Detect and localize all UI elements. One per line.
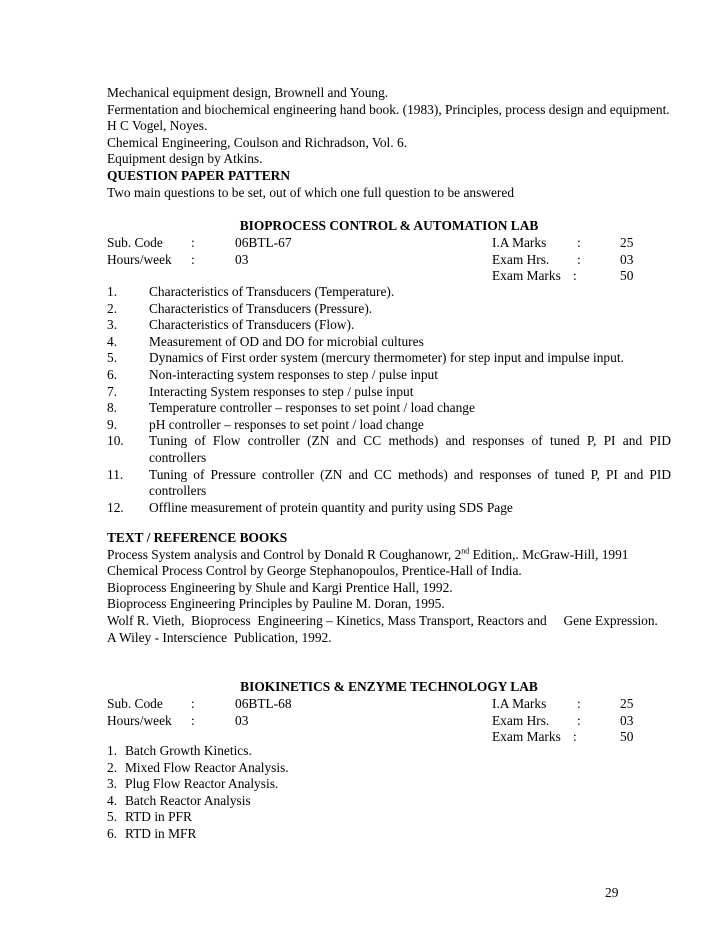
lab1-title: BIOPROCESS CONTROL & AUTOMATION LAB <box>239 218 539 233</box>
reference-item: Bioprocess Engineering by Shule and Kargi Prentice Hall, 1992. <box>107 579 453 595</box>
list-item: 10. Tuning of Flow controller (ZN and CC methods) and responses of tuned P, PI and PID controllers <box>107 433 671 465</box>
reference-item: Equipment design by Atkins. <box>107 151 263 167</box>
ia-marks-label: I.A Marks <box>492 696 547 711</box>
ia-marks-value: 25 <box>620 696 634 711</box>
list-item: 2. Characteristics of Transducers (Pressure). <box>107 300 373 316</box>
hours-value: 03 <box>235 712 249 728</box>
page-number: 29 <box>605 885 619 900</box>
colon: : <box>191 696 195 711</box>
reference-item: Chemical Process Control by George Stephanopoulos, Prentice-Hall of India. <box>107 563 522 579</box>
reference-item: Fermentation and biochemical engineering hand book. (1983), Principles, process design and equipment. H C Vogel, Noyes. <box>107 101 670 134</box>
exam-marks-value: 50 <box>620 729 634 745</box>
exam-hrs-value: 03 <box>620 712 634 728</box>
exam-hrs-label: Exam Hrs. <box>492 251 550 267</box>
sub-code-value: 06BTL-67 <box>235 235 292 250</box>
colon: : <box>577 712 581 728</box>
lab2-experiment-list <box>107 743 671 843</box>
colon: : <box>191 235 195 250</box>
colon: : <box>577 251 581 267</box>
list-item: 4. Measurement of OD and DO for microbial cultures <box>107 333 424 349</box>
colon: : <box>573 268 577 284</box>
colon: : <box>573 729 577 745</box>
list-item: 11. Tuning of Pressure controller (ZN and CC methods) and responses of tuned P, PI and PID controllers <box>107 466 671 499</box>
lab2-title: BIOKINETICS & ENZYME TECHNOLOGY LAB <box>240 679 538 694</box>
hours-value: 03 <box>235 251 249 267</box>
list-item: 4. Batch Reactor Analysis <box>107 792 251 808</box>
list-item: 12. Offline measurement of protein quantity and purity using SDS Page <box>107 499 513 515</box>
list-item: 5. Dynamics of First order system (mercury thermometer) for step input and impulse input. <box>107 350 624 366</box>
list-item: 6. Non-interacting system responses to step / pulse input <box>107 366 438 382</box>
colon: : <box>191 712 195 728</box>
list-item: 8. Temperature controller – responses to set point / load change <box>107 400 475 416</box>
list-item: 6. RTD in MFR <box>107 825 197 841</box>
colon: : <box>191 251 195 267</box>
lab1-experiment-list <box>107 284 671 516</box>
lab2-info <box>107 696 671 746</box>
sub-code-value: 06BTL-68 <box>235 696 292 711</box>
reference-item: Bioprocess Engineering Principles by Pauline M. Doran, 1995. <box>107 596 445 612</box>
exam-hrs-value: 03 <box>620 251 634 267</box>
list-item: 5. RTD in PFR <box>107 809 192 825</box>
ia-marks-value: 25 <box>620 235 634 250</box>
colon: : <box>577 235 581 250</box>
reference-item: Wolf R. Vieth, Bioprocess Engineering – Kinetics, Mass Transport, Reactors and Gene Expression. A Wiley - Interscience Publication, 1992. <box>107 612 664 645</box>
reference-list-top <box>107 85 671 201</box>
reference-item: Mechanical equipment design, Brownell and Young. <box>107 85 389 100</box>
text-ref-heading: TEXT / REFERENCE BOOKS <box>107 530 288 545</box>
hours-label: Hours/week <box>107 251 172 267</box>
reference-item: Process System analysis and Control by Donald R Coughanowr, 2nd Edition,. McGraw-Hill, 1991 <box>107 546 629 562</box>
list-item: 3. Characteristics of Transducers (Flow). <box>107 317 355 333</box>
sub-code-label: Sub. Code <box>107 235 163 250</box>
exam-hrs-label: Exam Hrs. <box>492 712 550 728</box>
reference-item: Chemical Engineering, Coulson and Richradson, Vol. 6. <box>107 134 408 150</box>
exam-marks-label: Exam Marks <box>492 729 561 745</box>
list-item: 1. Batch Growth Kinetics. <box>107 743 252 758</box>
lab1-info <box>107 235 671 285</box>
ia-marks-label: I.A Marks <box>492 235 547 250</box>
text-reference-books <box>107 530 671 646</box>
list-item: 2. Mixed Flow Reactor Analysis. <box>107 759 289 775</box>
question-paper-text: Two main questions to be set, out of which one full question to be answered <box>107 184 515 200</box>
list-item: 9. pH controller – responses to set point / load change <box>107 416 424 432</box>
exam-marks-value: 50 <box>620 268 634 284</box>
list-item: 7. Interacting System responses to step / pulse input <box>107 383 414 399</box>
hours-label: Hours/week <box>107 712 172 728</box>
list-item: 1. Characteristics of Transducers (Temperature). <box>107 284 395 299</box>
exam-marks-label: Exam Marks <box>492 268 561 284</box>
colon: : <box>577 696 581 711</box>
list-item: 3. Plug Flow Reactor Analysis. <box>107 776 279 792</box>
question-paper-heading: QUESTION PAPER PATTERN <box>107 167 291 183</box>
sub-code-label: Sub. Code <box>107 696 163 711</box>
